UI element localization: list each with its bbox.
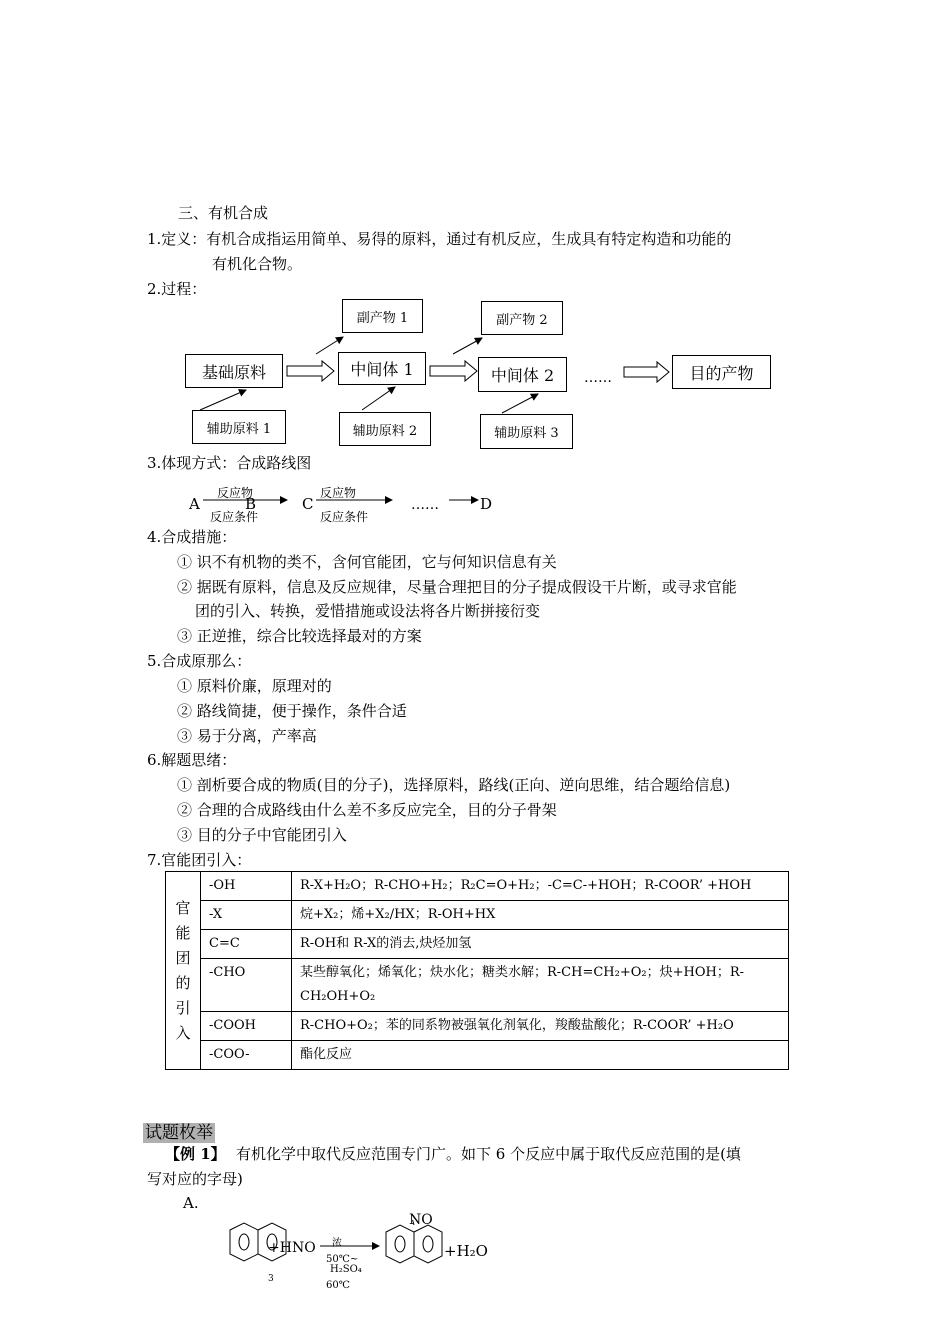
arrow-to-byproduct-1 (316, 337, 343, 354)
product-no-group: NO (409, 1212, 433, 1228)
arrow-from-aux-1 (200, 390, 246, 410)
measure-item: 团的引入、转换，爱惜措施或设法将各片断拼接衍变 (195, 602, 541, 620)
intermediate-2-box: 中间体 2 (478, 357, 567, 392)
reagent-subscript: 3 (268, 1274, 274, 1284)
examples-heading (143, 1118, 215, 1143)
group-cell: -X (201, 901, 292, 930)
example-1-line-2: 写对应的字母) (147, 1170, 243, 1188)
table-row (166, 930, 789, 959)
route-reactant-1: 反应物 (217, 486, 254, 500)
arrow-from-aux-3 (502, 394, 538, 413)
condition-temp-high: 60℃ (326, 1280, 350, 1291)
thinking-item: ② 合理的合成路线由什么差不多反应完全，目的分子骨架 (177, 801, 557, 819)
section-title: 三、有机合成 (178, 204, 269, 222)
group-cell: C=C (201, 930, 292, 959)
block-arrow-3 (624, 362, 669, 382)
route-reactant-2: 反应物 (320, 486, 357, 500)
examples-heading-text: 试题枚举 (145, 1123, 213, 1143)
principle-item: ② 路线简捷，便于操作，条件合适 (177, 702, 407, 720)
thinking-item: ① 剖析要合成的物质(目的分子)，选择原料，路线(正向、逆向思维，结合题给信息) (177, 776, 731, 794)
route-b: B (245, 495, 257, 513)
group-cell: -COOH (201, 1012, 292, 1041)
measure-item: ① 识不有机物的类不，含何官能团，它与何知识信息有关 (177, 553, 557, 571)
route-c: C (302, 495, 314, 513)
fg-table-label: 7.官能团引入： (147, 851, 252, 869)
methods-cell: R-CHO+O₂；苯的同系物被强氧化剂氧化，羧酸盐酸化；R-COOR’ +H₂O (292, 1012, 789, 1041)
condition-h2so4: H₂SO₄ (330, 1264, 362, 1275)
definition-line-1: 1.定义：有机合成指运用简单、易得的原料，通过有机反应，生成具有特定构造和功能的 (147, 230, 732, 248)
side-header (166, 872, 201, 1070)
methods-cell: R-OH和 R-X的消去,炔烃加氢 (292, 930, 789, 959)
methods-cell: 烷+X₂；烯+X₂/HX；R-OH+HX (292, 901, 789, 930)
table-row (166, 872, 789, 901)
functional-group-table (165, 871, 789, 1070)
table-row (166, 901, 789, 930)
process-ellipsis: …… (584, 370, 612, 386)
block-arrow-1 (287, 361, 334, 381)
byproduct-1-box: 副产物 1 (342, 299, 423, 333)
side-header-char: 团 (175, 948, 191, 967)
route-a: A (189, 495, 200, 513)
route-ellipsis: …… (411, 497, 439, 513)
route-arrows (0, 480, 950, 520)
route-condition-1: 反应条件 (210, 510, 259, 524)
raw-material-box: 基础原料 (185, 354, 283, 388)
process-arrows (0, 0, 950, 470)
target-product-box: 目的产物 (672, 355, 771, 389)
table-row (166, 959, 789, 1012)
route-label: 3.体现方式：合成路线图 (147, 454, 312, 472)
table-row (166, 1012, 789, 1041)
thinking-label: 6.解题思绪： (147, 751, 237, 769)
process-label: 2.过程： (147, 280, 207, 298)
group-cell: -CHO (201, 959, 292, 1012)
side-header-char: 官 (175, 898, 191, 917)
table-row (166, 1041, 789, 1070)
arrow-from-aux-2 (362, 387, 395, 410)
byproduct-2-box: 副产物 2 (481, 301, 563, 335)
definition-line-2: 有机化合物。 (212, 255, 303, 273)
methods-cell: R-X+H₂O；R-CHO+H₂；R₂C=O+H₂；-C=C-+HOH；R-COOR’ +HOH (292, 872, 789, 901)
principle-item: ① 原料价廉，原理对的 (177, 677, 332, 695)
product-water: +H₂O (444, 1242, 488, 1260)
thinking-item: ③ 目的分子中官能团引入 (177, 826, 347, 844)
condition-temp-low: 50℃~ (326, 1254, 359, 1265)
group-cell: -COO- (201, 1041, 292, 1070)
methods-cell: 某些醇氧化；烯氧化；炔水化；糖类水解；R-CH=CH₂+O₂；炔+HOH；R-CH₂OH+O₂ (292, 959, 789, 1012)
aux-material-3-box: 辅助原料 3 (480, 414, 573, 449)
condition-concentrated: 浓 (332, 1238, 342, 1249)
side-header-char: 能 (175, 923, 191, 942)
side-header-char: 引 (175, 998, 191, 1017)
example-1-label: 【例 1】 (165, 1145, 226, 1163)
aux-material-2-box: 辅助原料 2 (339, 412, 431, 446)
principles-label: 5.合成原那么： (147, 652, 252, 670)
methods-cell: 酯化反应 (292, 1041, 789, 1070)
intermediate-1-box: 中间体 1 (338, 352, 426, 385)
reaction-arrowhead (372, 1242, 380, 1250)
block-arrow-2 (430, 361, 477, 381)
measure-item: ② 据既有原料，信息及反应规律，尽量合理把目的分子提成假设干片断，或寻求官能 (177, 578, 737, 596)
group-cell: -OH (201, 872, 292, 901)
principle-item: ③ 易于分离，产率高 (177, 727, 317, 745)
side-header-char: 入 (175, 1023, 191, 1042)
arrow-to-byproduct-2 (453, 338, 482, 354)
measures-label: 4.合成措施： (147, 528, 237, 546)
measure-item: ③ 正逆推，综合比较选择最对的方案 (177, 627, 422, 645)
example-1-line-1: 有机化学中取代反应范围专门广。如下 6 个反应中属于取代反应范围的是(填 (236, 1145, 741, 1163)
route-condition-2: 反应条件 (320, 510, 369, 524)
aux-material-1-box: 辅助原料 1 (192, 410, 286, 444)
route-d: D (480, 495, 493, 513)
side-header-char: 的 (175, 973, 191, 992)
option-a-label: A. (183, 1194, 199, 1212)
reagent-hno3: +HNO (268, 1240, 316, 1256)
